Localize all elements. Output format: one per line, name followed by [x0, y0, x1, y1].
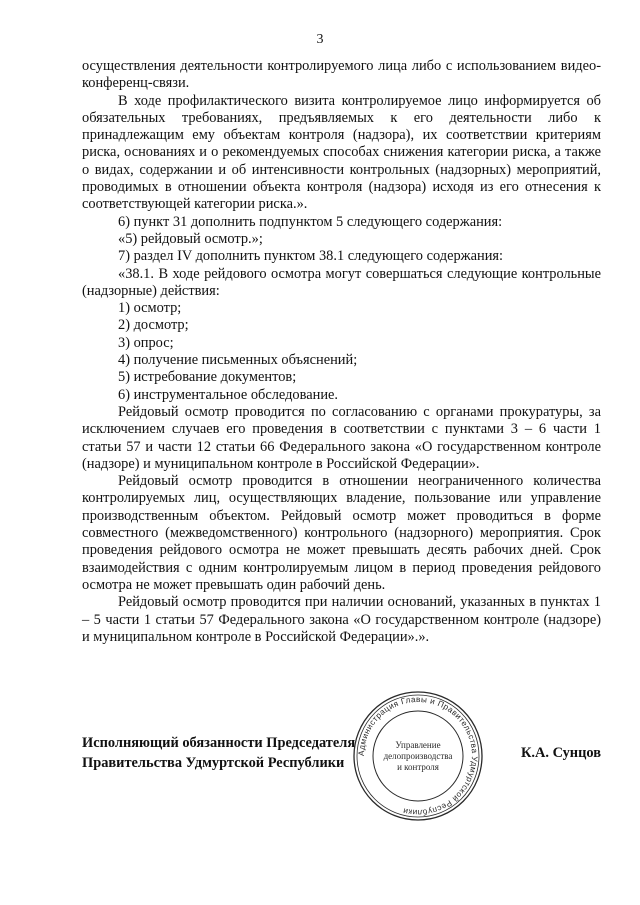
list-item: 3) опрос;: [118, 334, 174, 351]
paragraph: В ходе профилактического визита контролируемое лицо информируется об обязательных требованиях, предъявляемых к его деятельности либо к принадлежащим ему объектам контроля (надзора), их соответствии критериям риска, основаниях и о рекомендуемых способах снижения категории риска, а также о видах, содержании и об интенсивности контрольных (надзорных) мероприятий, проводимых в отношении объекта контроля (надзора) исходя из его отнесения к соответствующей категории риска.».: [82, 92, 601, 213]
list-item: 6) пункт 31 дополнить подпунктом 5 следующего содержания:: [118, 213, 503, 230]
paragraph: осуществления деятельности контролируемого лица либо с использованием видео-конференц-связи.: [82, 58, 601, 92]
list-item: 4) получение письменных объяснений;: [118, 352, 358, 369]
list-item: 2) досмотр;: [118, 317, 189, 334]
paragraph: Рейдовый осмотр проводится в отношении неограниченного количества контролируемых лиц, осуществляющих владение, пользование или управление производственным объектом. Рейдовый осмотр может проводиться в форме совместного (межведомственного) контрольного (надзорного) мероприятия. Срок проведения рейдового осмотра не может превышать десять рабочих дней. Срок взаимодействия с одним контролируемым лицом в период проведения рейдового осмотра не может превышать один рабочий день.: [82, 473, 601, 593]
list-item: 5) истребование документов;: [118, 369, 297, 386]
stamp-outer-text: Администрация Главы и Правительства Удмуртской Республики: [356, 694, 480, 818]
stamp-inner-line: делопроизводства: [383, 751, 453, 761]
list-item: «5) рейдовый осмотр.»;: [118, 230, 263, 247]
document-body: [82, 58, 601, 646]
signer-position: Исполняющий обязанности Председателя: [82, 735, 356, 751]
paragraph: Рейдовый осмотр проводится по согласованию с органами прокуратуры, за исключением случаев его проведения в соответствии с пунктами 3 – 6 части 1 статьи 57 и части 12 статьи 66 Федерального закона «О государственном контроле (надзоре) и муниципальном контроле в Российской Федерации».: [82, 403, 601, 472]
signer-name: К.А. Сунцов: [520, 745, 601, 761]
list-item: 7) раздел IV дополнить пунктом 38.1 следующего содержания:: [118, 248, 504, 265]
list-item: 1) осмотр;: [118, 300, 182, 317]
signature-block: [82, 733, 601, 773]
paragraph: «38.1. В ходе рейдового осмотра могут совершаться следующие контрольные (надзорные) действия:: [82, 265, 601, 299]
stamp-inner-line: и контроля: [397, 762, 439, 772]
stamp-inner-line: Управление: [395, 740, 441, 750]
paragraph: Рейдовый осмотр проводится при наличии оснований, указанных в пунктах 1 – 5 части 1 статьи 57 Федерального закона «О государственном контроле (надзоре) и муниципальном контроле в Российской Федерации».».: [82, 594, 601, 645]
signer-position: Правительства Удмуртской Республики: [82, 755, 345, 771]
list-item: 6) инструментальное обследование.: [118, 386, 339, 403]
page-number: 3: [316, 32, 324, 47]
